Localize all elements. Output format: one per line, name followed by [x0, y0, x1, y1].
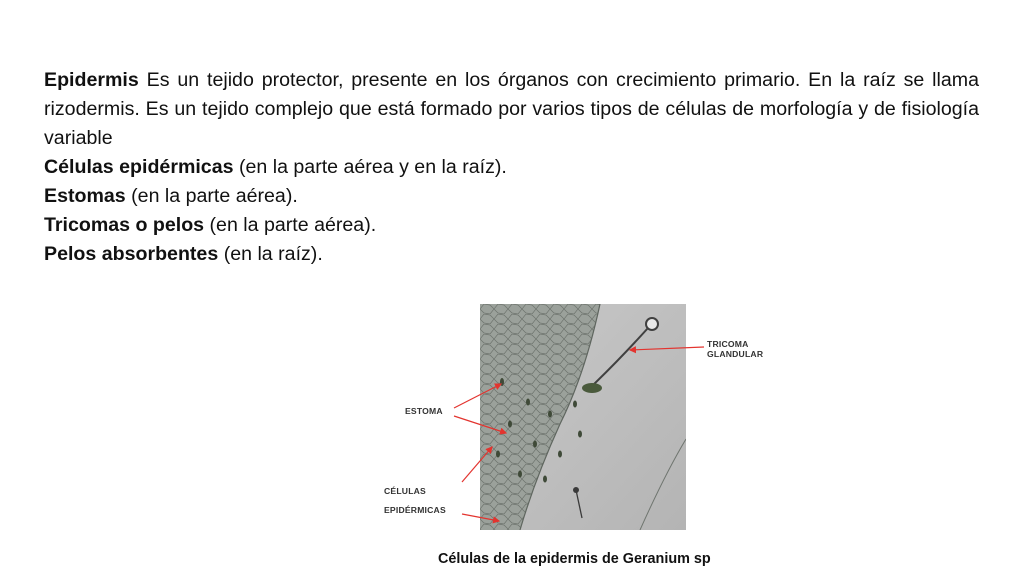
epidermis-paragraph — [44, 66, 979, 153]
tricoma-arrow — [630, 347, 704, 350]
main-text — [44, 66, 979, 269]
epidermicas-label: EPIDÉRMICAS — [384, 505, 446, 515]
annotation-arrows — [374, 302, 786, 532]
estoma-arrow-lower — [454, 416, 506, 433]
micrograph-figure — [374, 302, 786, 532]
item-desc: (en la parte aérea). — [209, 214, 377, 236]
figure-caption: Células de la epidermis de Geranium sp — [438, 551, 711, 567]
estoma-label: ESTOMA — [405, 406, 443, 416]
item-term: Células epidérmicas — [44, 156, 234, 178]
item-term: Tricomas o pelos — [44, 214, 205, 236]
epidermis-term: Epidermis — [44, 69, 139, 91]
tricoma-label: TRICOMA GLANDULAR — [707, 339, 764, 359]
list-item — [44, 211, 979, 240]
item-term: Estomas — [44, 185, 126, 207]
estoma-arrow-upper — [454, 384, 501, 408]
epidermis-description: Es un tejido protector, presente en los órganos con crecimiento primario. En la raíz se llama rizodermis. Es un tejido complejo que está formado por varios tipos de células de morfología y de fisiología variable — [44, 69, 979, 149]
list-item — [44, 240, 979, 269]
list-item — [44, 182, 979, 211]
celulas-arrow-upper — [462, 447, 492, 482]
item-desc: (en la parte aérea y en la raíz). — [238, 156, 507, 178]
item-desc: (en la parte aérea). — [131, 185, 298, 207]
list-item — [44, 153, 979, 182]
item-desc: (en la raíz). — [223, 243, 323, 265]
celulas-arrow-lower — [462, 514, 499, 521]
celulas-label: CÉLULAS — [384, 486, 426, 496]
item-term: Pelos absorbentes — [44, 243, 219, 265]
